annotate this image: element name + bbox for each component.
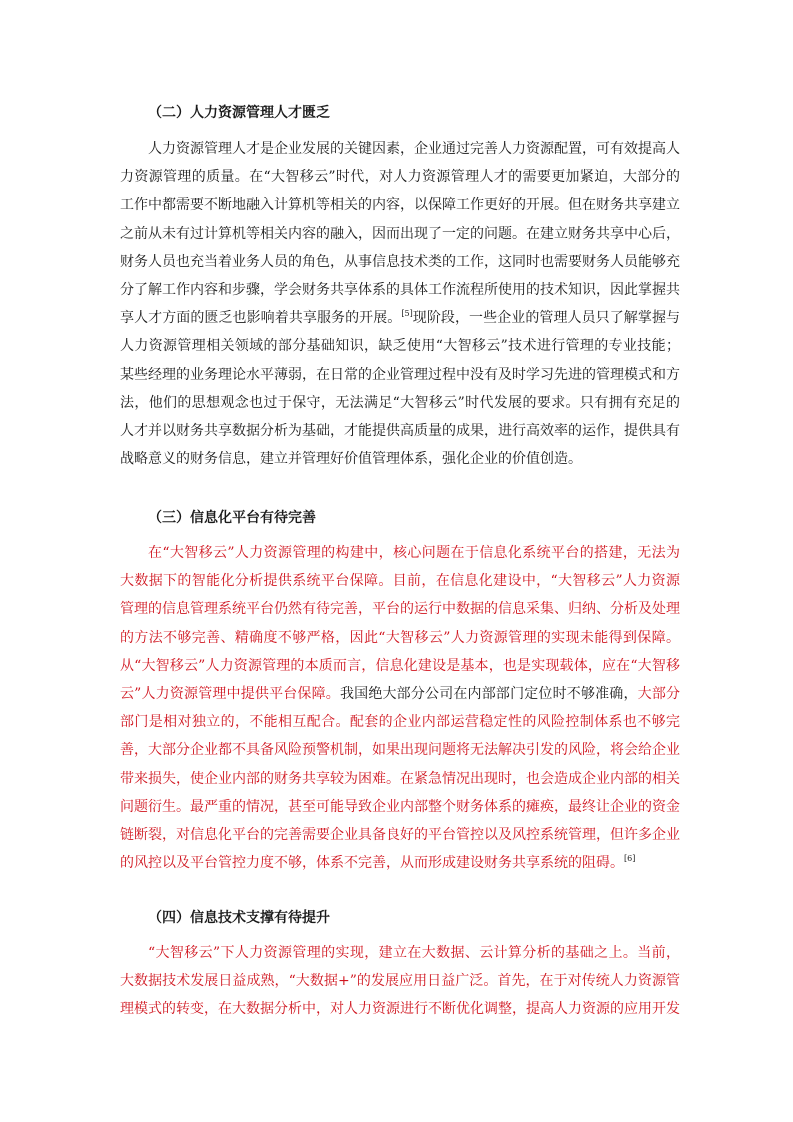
section-heading-info-platform: （三）信息化平台有待完善	[148, 510, 316, 526]
paragraph-text: 现阶段，一些企业的管理人员只了解掌握与人力资源管理相关领域的部分基础知识，缺乏使用“大智移云”技术进行管理的专业技能；某些经理的业务理论水平薄弱，在日常的企业管理过程中没有及时学习先进的管理模式和方法，他们的思想观念也过于保守，无法满足“大智移云”时代发展的要求。只有拥有充足的人才并以财务共享数据分析为基础，才能提供高质量的成果，进行高效率的运作，提供具有战略意义的财务信息，建立并管理好价值管理体系，强化企业的价值创造。	[120, 310, 681, 468]
paragraph-text: 人力资源管理人才是企业发展的关键因素，企业通过完善人力资源配置，可有效提高人力资源管理的质量。在“大智移云”时代，对人力资源管理人才的需要更加紧迫，大部分的工作中都需要不断地融入计算机等相关的内容，以保障工作更好的开展。但在财务共享建立之前从未有过计算机等相关内容的融入，因而出现了一定的问题。在建立财务共享中心后，财务人员也充当着业务人员的角色，从事信息技术类的工作，这同时也需要财务人员能够充分了解工作内容和步骤，学会财务共享体系的具体工作流程所使用的技术知识，因此掌握共享人才方面的匮乏也影响着共享服务的开展。	[120, 141, 680, 327]
section-heading-human-talent: （二）人力资源管理人才匮乏	[148, 105, 330, 121]
section-heading-info-tech: （四）信息技术支撑有待提升	[148, 910, 330, 926]
section-paragraph-info-tech	[120, 939, 680, 1024]
paragraph-text-red: “大智移云”下人力资源管理的实现，建立在大数据、云计算分析的基础之上。当前，大数据技术发展日益成熟，“大数据+”的发展应用日益广泛。首先，在于对传统人力资源管理模式的转变，在大数据分析中，对人力资源进行不断优化调整，提高人力资源的应用开发	[120, 945, 680, 1018]
citation-ref: [5]	[401, 309, 413, 319]
paragraph-text-red: 在“大智移云”人力资源管理的构建中，核心问题在于信息化系统平台的搭建，无法为大数据下的智能化分析提供系统平台保障。目前，在信息化建设中，“大智移云”人力资源管理的信息管理系统平台仍然有待完善，平台的运行中数据的信息采集、归纳、分析及处理的方法不够完善、精确度不够严格，	[120, 545, 680, 646]
section-paragraph-info-platform	[120, 539, 680, 877]
paragraph-text-red: 大部分部门是相对独立的，不能相互配合。配套的企业内部运营稳定性的风险控制体系也不够完善，大部分企业都不具备风险预警机制，如果出现问题将无法解决引发的风险，将会给企业带来损失，使企业内部的财务共享较为困难。在紧急情况出现时，也会造成企业内部的相关问题衍生。最严重的情况，甚至可能导致企业内部整个财务体系的瘫痪，最终让企业的资金链断裂，对信息化平台的完善需要企业具备良好的平台管控以及风控系统管理，但许多企业的风控以及平台管控力度不够，体系不完善，从而形成建设财务共享系统的阻碍。	[120, 686, 681, 872]
paragraph-text: 我国绝大部分公司在内部部门定位时不够准确，	[339, 686, 638, 703]
citation-ref: [6]	[624, 854, 636, 864]
paragraph-text-red: 因此“大智移云”人力资源管理的实现未能得到保障。从“大智移云”人力资源管理的本质而言，信息化建设是基本，也是实现载体，应在“大智移云”人力资源管理中提供平台保障。	[120, 629, 680, 703]
section-paragraph-human-talent	[120, 135, 680, 473]
